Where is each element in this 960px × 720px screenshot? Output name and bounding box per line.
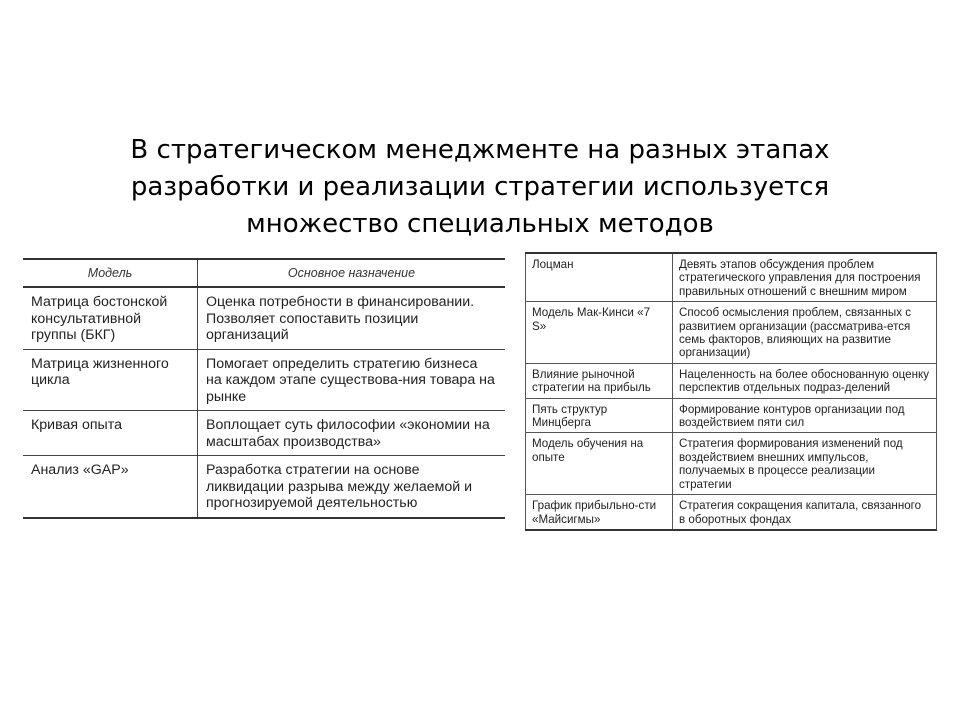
methods-table-right bbox=[525, 252, 937, 531]
column-header-purpose: Основное назначение bbox=[198, 259, 506, 287]
table-row bbox=[23, 349, 505, 411]
purpose-cell: Нацеленность на более обоснованную оценку перспектив отдельных подраз-делений bbox=[673, 363, 937, 398]
purpose-cell: Разработка стратегии на основе ликвидации разрыва между желаемой и прогнозируемой деятельностью bbox=[198, 456, 506, 518]
table-row bbox=[23, 456, 505, 518]
purpose-cell: Стратегия формирования изменений под воздействием внешних импульсов, получаемых в процессе реализации стратегии bbox=[673, 433, 937, 495]
purpose-cell: Формирование контуров организации под воздействием пяти сил bbox=[673, 398, 937, 433]
model-cell: Модель Мак-Кинси «7 S» bbox=[526, 302, 673, 364]
model-cell: Лоцман bbox=[526, 253, 673, 302]
purpose-cell: Воплощает суть философии «экономии на масштабах производства» bbox=[198, 411, 506, 456]
table-header-row bbox=[23, 259, 505, 287]
purpose-cell: Помогает определить стратегию бизнеса на каждом этапе существова-ния товара на рынке bbox=[198, 349, 506, 411]
table-row bbox=[526, 253, 937, 302]
table-row bbox=[23, 411, 505, 456]
table-row bbox=[526, 398, 937, 433]
model-cell: Кривая опыта bbox=[23, 411, 198, 456]
table-row bbox=[526, 495, 937, 530]
purpose-cell: Стратегия сокращения капитала, связанного в оборотных фондах bbox=[673, 495, 937, 530]
purpose-cell: Оценка потребности в финансировании. Позволяет сопоставить позиции организаций bbox=[198, 287, 506, 349]
purpose-cell: Способ осмысления проблем, связанных с развитием организации (рассматрива-ется семь факторов, влияющих на развитие организации) bbox=[673, 302, 937, 364]
column-header-model: Модель bbox=[23, 259, 198, 287]
model-cell: Анализ «GAP» bbox=[23, 456, 198, 518]
model-cell: Модель обучения на опыте bbox=[526, 433, 673, 495]
model-cell: График прибыльно-сти «Майсигмы» bbox=[526, 495, 673, 530]
slide-title bbox=[60, 132, 900, 243]
table-row bbox=[526, 302, 937, 364]
purpose-cell: Девять этапов обсуждения проблем стратегического управления для построения правильных отношений с внешним миром bbox=[673, 253, 937, 302]
model-cell: Влияние рыночной стратегии на прибыль bbox=[526, 363, 673, 398]
model-cell: Пять структур Минцберга bbox=[526, 398, 673, 433]
model-cell: Матрица бостонской консультативной группы (БКГ) bbox=[23, 287, 198, 349]
table-row bbox=[526, 433, 937, 495]
model-cell: Матрица жизненного цикла bbox=[23, 349, 198, 411]
title-line-3: множество специальных методов bbox=[246, 209, 714, 239]
table-row bbox=[526, 363, 937, 398]
table-row bbox=[23, 287, 505, 349]
methods-table-left bbox=[23, 258, 505, 519]
title-line-1: В стратегическом менеджменте на разных этапах bbox=[130, 135, 830, 165]
title-line-2: разработки и реализации стратегии используется bbox=[130, 172, 830, 202]
